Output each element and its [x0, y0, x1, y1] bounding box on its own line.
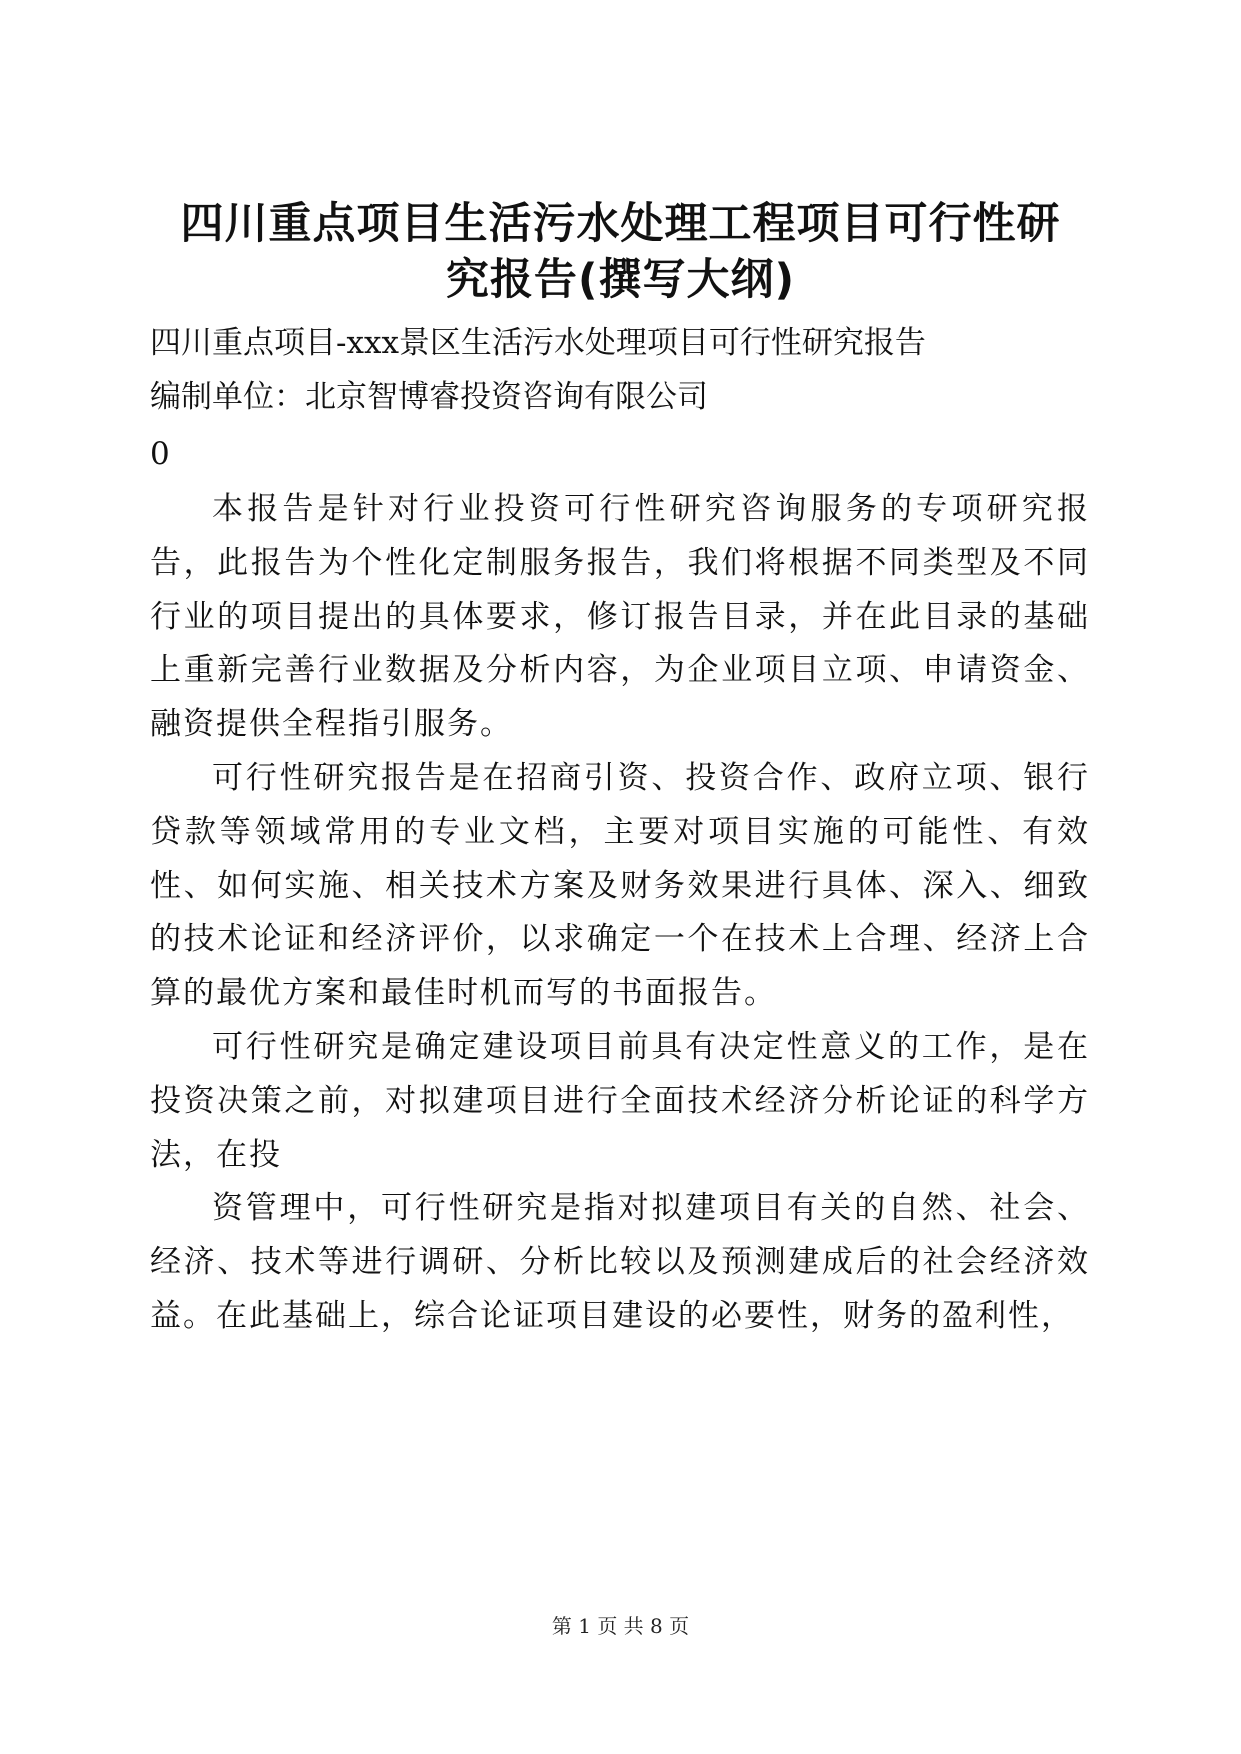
paragraph-3: 可行性研究是确定建设项目前具有决定性意义的工作，是在投资决策之前，对拟建项目进行全面技术经济分析论证的科学方法，在投 — [150, 1029, 1090, 1173]
paragraph-1: 本报告是针对行业投资可行性研究咨询服务的专项研究报告，此报告为个性化定制服务报告，我们将根据不同类型及不同行业的项目提出的具体要求，修订报告目录，并在此目录的基础上重新完善行业数据及分析内容，为企业项目立项、申请资金、融资提供全程指引服务。 — [150, 491, 1090, 743]
title-line-2: 究报告(撰写大纲) — [445, 255, 796, 305]
title-line-1: 四川重点项目生活污水处理工程项目可行性研 — [180, 199, 1061, 249]
paragraph-4: 资管理中，可行性研究是指对拟建项目有关的自然、社会、经济、技术等进行调研、分析比较以及预测建成后的社会经济效益。在此基础上，综合论证项目建设的必要性，财务的盈利性， — [150, 1190, 1090, 1334]
page-footer: 第 1 页 共 8 页 — [551, 1614, 690, 1638]
document-title — [150, 196, 1091, 308]
compiler-line: 编制单位：北京智博睿投资咨询有限公司 — [150, 379, 708, 415]
document-subtitle: 四川重点项目-xxx景区生活污水处理项目可行性研究报告 — [150, 325, 926, 361]
number-line: 0 — [150, 436, 170, 472]
paragraph-2: 可行性研究报告是在招商引资、投资合作、政府立项、银行贷款等领域常用的专业文档，主要对项目实施的可能性、有效性、如何实施、相关技术方案及财务效果进行具体、深入、细致的技术论证和经济评价，以求确定一个在技术上合理、经济上合算的最优方案和最佳时机而写的书面报告。 — [150, 760, 1090, 1012]
